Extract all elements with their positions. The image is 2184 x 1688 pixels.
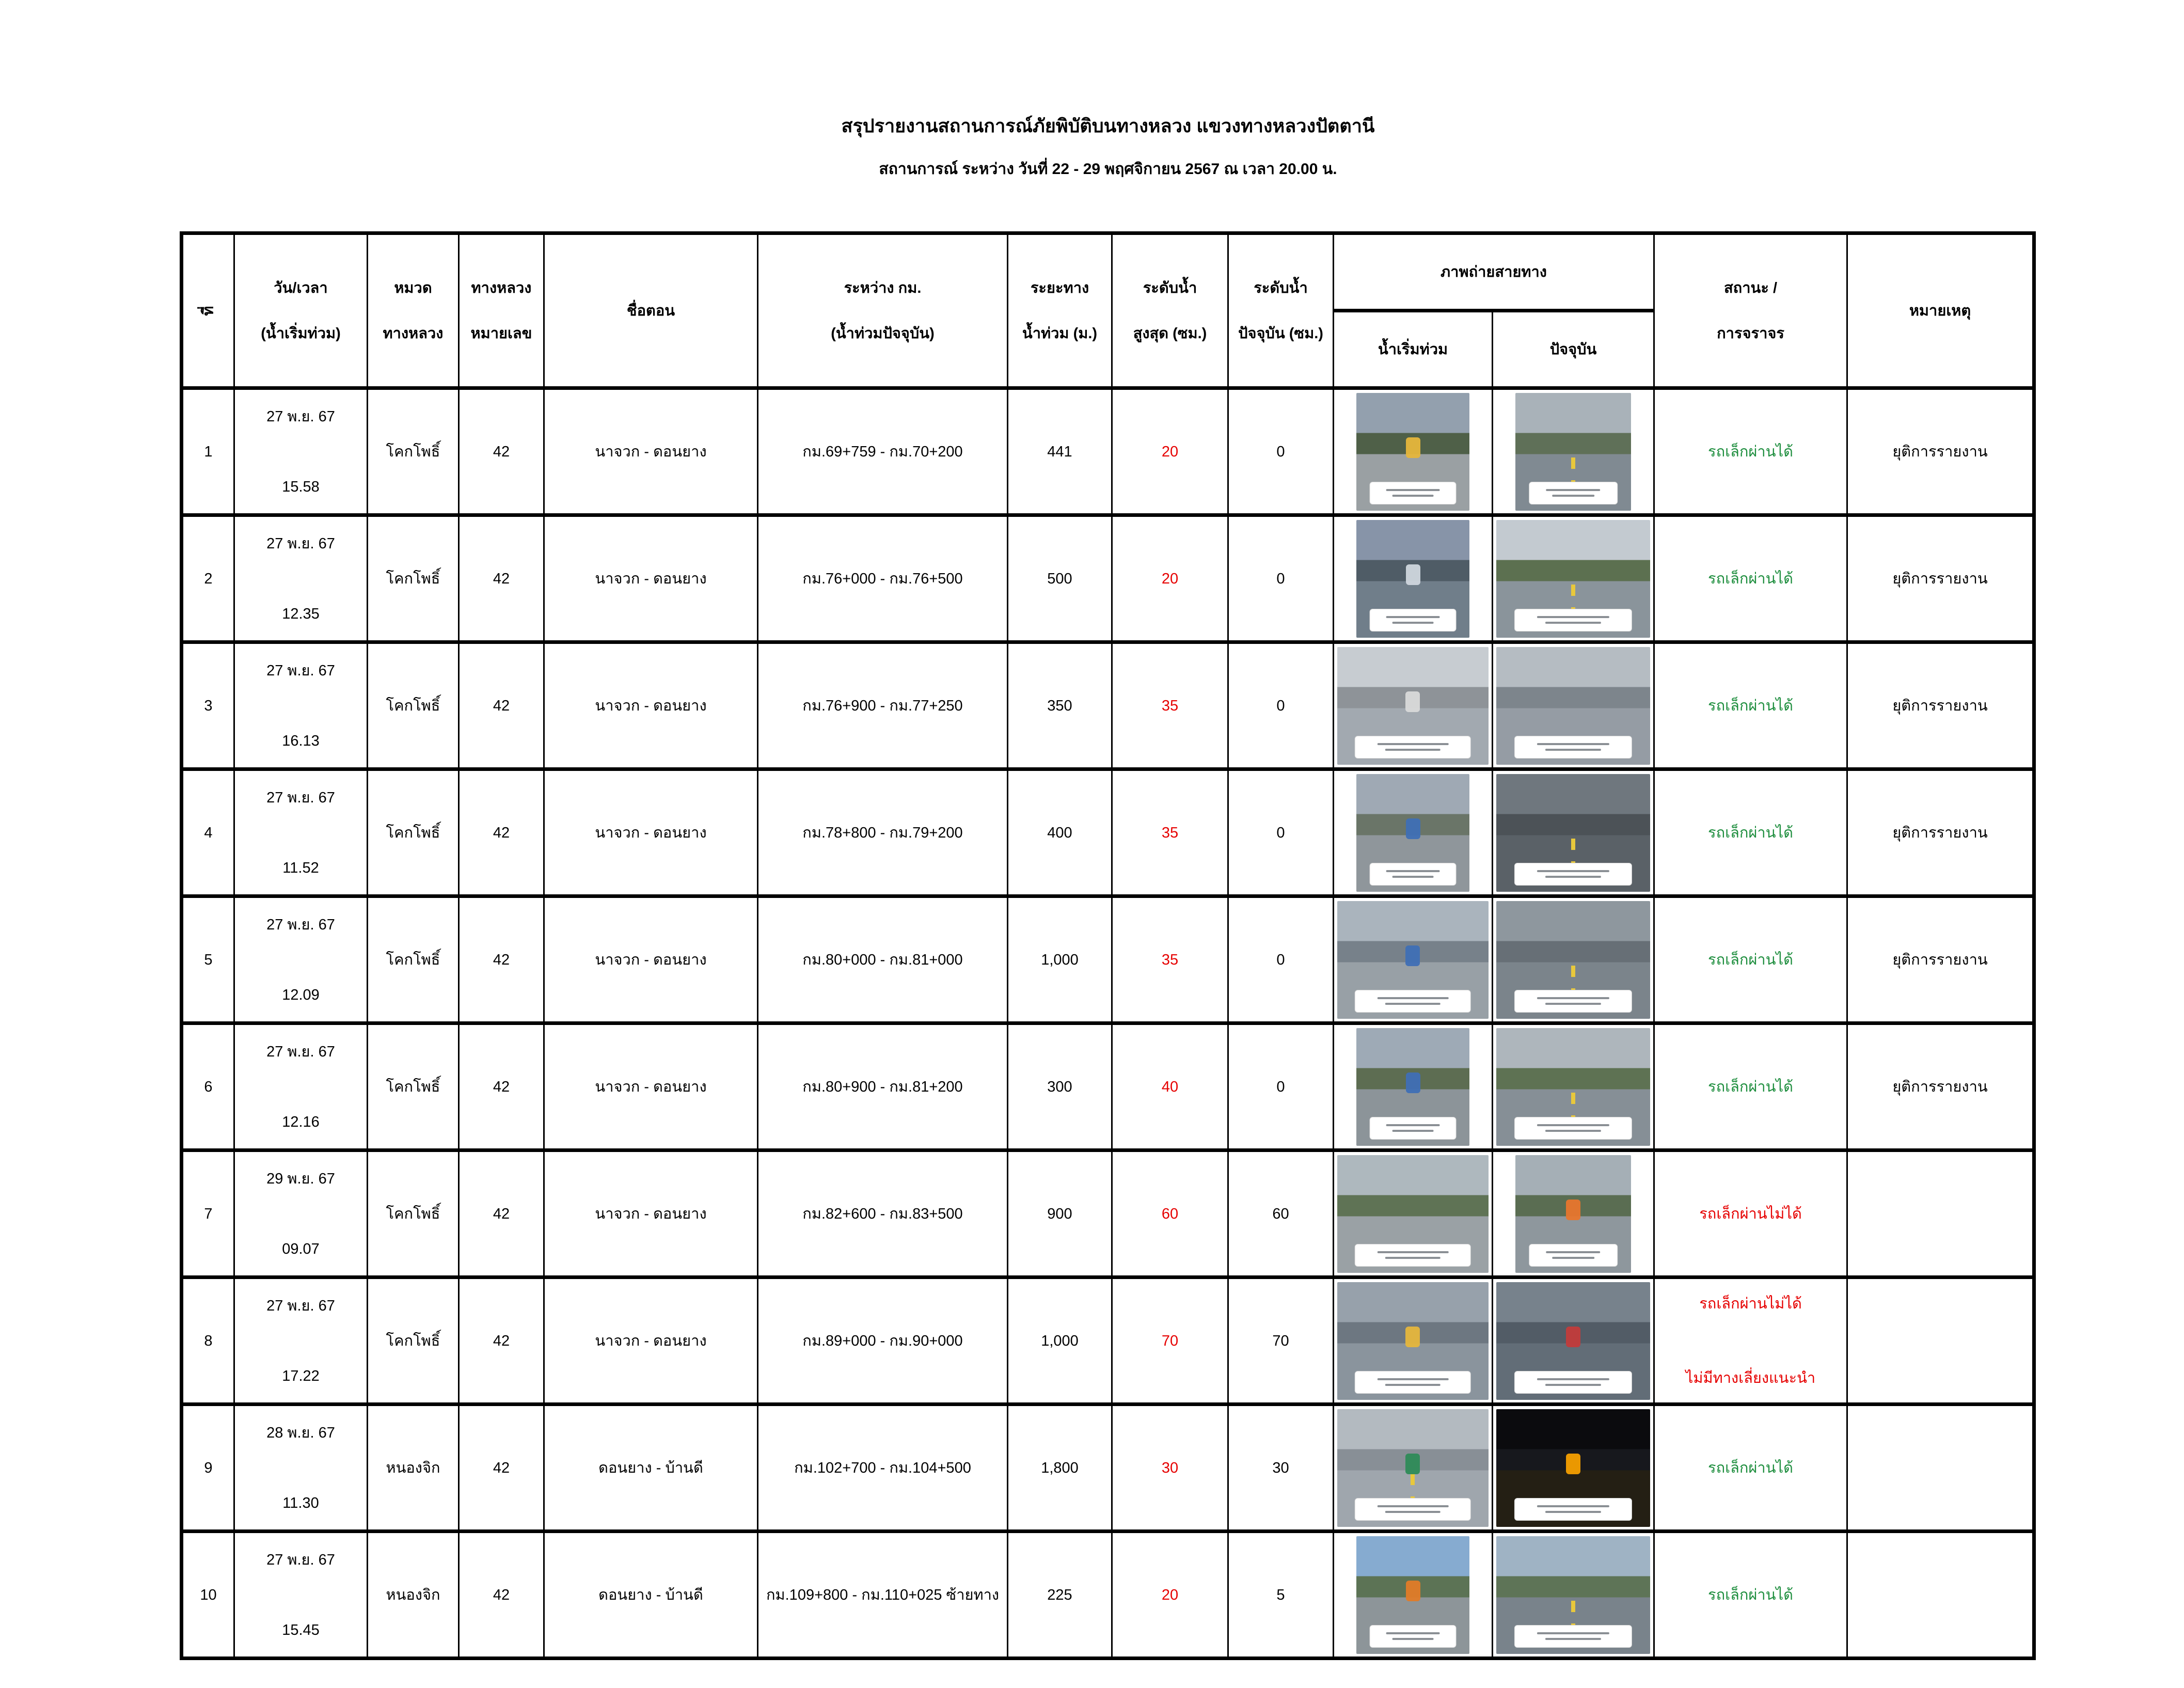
cell-row-number: 5 xyxy=(182,896,234,1023)
cell-current-water-level: 30 xyxy=(1228,1405,1334,1532)
table-row xyxy=(182,388,2034,515)
header-district: หมวด ทางหลวง xyxy=(368,233,459,388)
cell-photo-before xyxy=(1334,642,1493,769)
cell-row-number: 3 xyxy=(182,642,234,769)
cell-route-number: 42 xyxy=(459,769,544,896)
header-status-traffic: สถานะ / การจราจร xyxy=(1654,233,1847,388)
cell-route-number: 42 xyxy=(459,642,544,769)
header-datetime: วัน/เวลา (น้ำเริ่มท่วม) xyxy=(234,233,368,388)
after-road-photo xyxy=(1496,520,1650,638)
cell-flood-distance: 1,800 xyxy=(1008,1405,1112,1532)
header-photo-before: น้ำเริ่มท่วม xyxy=(1334,311,1493,388)
cell-row-number: 4 xyxy=(182,769,234,896)
cell-photo-after xyxy=(1493,1023,1654,1150)
flood-start-date: 27 พ.ย. 67 xyxy=(266,1043,335,1060)
cell-status-traffic xyxy=(1654,769,1847,896)
cell-route-number: 42 xyxy=(459,515,544,642)
cell-flood-distance: 900 xyxy=(1008,1150,1112,1277)
photo-caption-box xyxy=(1514,990,1632,1013)
cell-max-water-level: 35 xyxy=(1112,769,1228,896)
cell-route-number: 42 xyxy=(459,1150,544,1277)
cell-photo-after xyxy=(1493,388,1654,515)
cell-photo-after xyxy=(1493,1150,1654,1277)
cell-highway-district: โคกโพธิ์ xyxy=(368,515,459,642)
flood-start-time: 09.07 xyxy=(282,1240,320,1257)
before-road-photo xyxy=(1337,647,1489,765)
table-row xyxy=(182,1405,2034,1532)
cell-km-range: กม.78+800 - กม.79+200 xyxy=(758,769,1008,896)
cell-remark xyxy=(1847,1405,2034,1532)
cell-row-number: 6 xyxy=(182,1023,234,1150)
cell-photo-after xyxy=(1493,1532,1654,1659)
after-road-photo xyxy=(1515,393,1631,511)
photo-caption-box xyxy=(1355,1244,1471,1267)
cell-current-water-level: 60 xyxy=(1228,1150,1334,1277)
cell-max-water-level: 60 xyxy=(1112,1150,1228,1277)
header-photos-group: ภาพถ่ายสายทาง xyxy=(1334,233,1654,311)
before-road-photo xyxy=(1356,520,1470,638)
table-row xyxy=(182,896,2034,1023)
cell-section-name: นาจวก - ดอนยาง xyxy=(544,769,758,896)
table-row xyxy=(182,1150,2034,1277)
page-title: สรุปรายงานสถานการณ์ภัยพิบัติบนทางหลวง แขวงทางหลวงปัตตานี xyxy=(841,115,1375,136)
cell-km-range: กม.109+800 - กม.110+025 ซ้ายทาง xyxy=(758,1532,1008,1659)
table-row xyxy=(182,1277,2034,1405)
photo-subject-accent xyxy=(1406,437,1420,458)
photo-subject-accent xyxy=(1406,564,1420,585)
photo-caption-box xyxy=(1369,863,1457,886)
cell-remark xyxy=(1847,1532,2034,1659)
cell-status-traffic xyxy=(1654,1277,1847,1405)
flood-start-time: 12.16 xyxy=(282,1113,320,1130)
header-km-range: ระหว่าง กม. (น้ำท่วมปัจจุบัน) xyxy=(758,233,1008,388)
cell-route-number: 42 xyxy=(459,1405,544,1532)
cell-km-range: กม.82+600 - กม.83+500 xyxy=(758,1150,1008,1277)
cell-photo-after xyxy=(1493,1277,1654,1405)
cell-km-range: กม.69+759 - กม.70+200 xyxy=(758,388,1008,515)
cell-photo-after xyxy=(1493,769,1654,896)
cell-current-water-level: 0 xyxy=(1228,388,1334,515)
cell-datetime xyxy=(234,642,368,769)
traffic-status-text: รถเล็กผ่านได้ xyxy=(1708,1078,1793,1095)
photo-subject-accent xyxy=(1406,1072,1420,1093)
after-road-photo xyxy=(1515,1155,1631,1273)
header-remark: หมายเหตุ xyxy=(1847,233,2034,388)
cell-datetime xyxy=(234,1532,368,1659)
cell-flood-distance: 441 xyxy=(1008,388,1112,515)
cell-highway-district: โคกโพธิ์ xyxy=(368,1023,459,1150)
traffic-status-text: รถเล็กผ่านไม่ได้ xyxy=(1699,1205,1802,1222)
table-row xyxy=(182,642,2034,769)
cell-section-name: นาจวก - ดอนยาง xyxy=(544,642,758,769)
after-road-photo xyxy=(1496,647,1650,765)
traffic-status-text: รถเล็กผ่านได้ xyxy=(1708,697,1793,714)
table-body xyxy=(182,388,2034,1659)
photo-caption-box xyxy=(1355,1498,1471,1521)
cell-remark: ยุติการรายงาน xyxy=(1847,642,2034,769)
traffic-status-text: รถเล็กผ่านได้ xyxy=(1708,443,1793,460)
flood-start-time: 15.58 xyxy=(282,478,320,495)
photo-caption-box xyxy=(1369,1625,1457,1648)
cell-datetime xyxy=(234,1150,368,1277)
cell-max-water-level: 40 xyxy=(1112,1023,1228,1150)
cell-photo-before xyxy=(1334,1023,1493,1150)
header-section-name: ชื่อตอน xyxy=(544,233,758,388)
table-row xyxy=(182,769,2034,896)
photo-caption-box xyxy=(1355,990,1471,1013)
cell-flood-distance: 225 xyxy=(1008,1532,1112,1659)
photo-caption-box xyxy=(1369,609,1457,632)
cell-current-water-level: 0 xyxy=(1228,642,1334,769)
cell-photo-after xyxy=(1493,642,1654,769)
header-no: ที่ xyxy=(182,233,234,388)
traffic-status-text: รถเล็กผ่านได้ xyxy=(1708,824,1793,841)
before-road-photo xyxy=(1337,1409,1489,1527)
cell-max-water-level: 20 xyxy=(1112,515,1228,642)
cell-km-range: กม.76+900 - กม.77+250 xyxy=(758,642,1008,769)
cell-flood-distance: 1,000 xyxy=(1008,896,1112,1023)
flood-start-time: 12.09 xyxy=(282,986,320,1003)
cell-photo-before xyxy=(1334,1532,1493,1659)
flood-report-table xyxy=(180,231,2036,1660)
photo-caption-box xyxy=(1514,1625,1632,1648)
cell-highway-district: หนองจิก xyxy=(368,1405,459,1532)
cell-current-water-level: 0 xyxy=(1228,1023,1334,1150)
before-road-photo xyxy=(1356,393,1470,511)
table-row xyxy=(182,1532,2034,1659)
table-row xyxy=(182,1023,2034,1150)
cell-max-water-level: 20 xyxy=(1112,1532,1228,1659)
before-road-photo xyxy=(1337,1155,1489,1273)
flood-start-date: 27 พ.ย. 67 xyxy=(266,916,335,933)
cell-status-traffic xyxy=(1654,896,1847,1023)
before-road-photo xyxy=(1356,774,1470,892)
after-road-photo xyxy=(1496,774,1650,892)
cell-remark: ยุติการรายงาน xyxy=(1847,515,2034,642)
after-road-photo xyxy=(1496,1409,1650,1527)
page-subtitle: สถานการณ์ ระหว่าง วันที่ 22 - 29 พฤศจิกายน 2567 ณ เวลา 20.00 น. xyxy=(879,161,1337,178)
traffic-status-text: ไม่มีทางเลี่ยงแนะนำ xyxy=(1685,1369,1816,1386)
cell-remark: ยุติการรายงาน xyxy=(1847,1023,2034,1150)
photo-caption-box xyxy=(1514,1371,1632,1394)
cell-section-name: นาจวก - ดอนยาง xyxy=(544,896,758,1023)
cell-photo-after xyxy=(1493,515,1654,642)
cell-current-water-level: 0 xyxy=(1228,896,1334,1023)
flood-start-date: 27 พ.ย. 67 xyxy=(266,1297,335,1314)
cell-row-number: 2 xyxy=(182,515,234,642)
cell-route-number: 42 xyxy=(459,1532,544,1659)
cell-highway-district: โคกโพธิ์ xyxy=(368,1277,459,1405)
after-road-photo xyxy=(1496,1536,1650,1654)
photo-subject-accent xyxy=(1405,945,1420,966)
flood-start-date: 27 พ.ย. 67 xyxy=(266,1551,335,1568)
cell-row-number: 7 xyxy=(182,1150,234,1277)
cell-max-water-level: 20 xyxy=(1112,388,1228,515)
cell-highway-district: โคกโพธิ์ xyxy=(368,1150,459,1277)
cell-photo-before xyxy=(1334,1277,1493,1405)
cell-route-number: 42 xyxy=(459,1023,544,1150)
cell-remark: ยุติการรายงาน xyxy=(1847,388,2034,515)
flood-start-time: 16.13 xyxy=(282,732,320,749)
cell-photo-before xyxy=(1334,769,1493,896)
before-road-photo xyxy=(1356,1028,1470,1146)
cell-remark xyxy=(1847,1277,2034,1405)
cell-flood-distance: 300 xyxy=(1008,1023,1112,1150)
cell-route-number: 42 xyxy=(459,896,544,1023)
flood-start-date: 27 พ.ย. 67 xyxy=(266,535,335,552)
cell-row-number: 10 xyxy=(182,1532,234,1659)
cell-highway-district: หนองจิก xyxy=(368,1532,459,1659)
before-road-photo xyxy=(1356,1536,1470,1654)
before-road-photo xyxy=(1337,1282,1489,1400)
cell-current-water-level: 0 xyxy=(1228,515,1334,642)
photo-caption-box xyxy=(1514,1498,1632,1521)
cell-status-traffic xyxy=(1654,1150,1847,1277)
cell-km-range: กม.102+700 - กม.104+500 xyxy=(758,1405,1008,1532)
cell-status-traffic xyxy=(1654,1532,1847,1659)
cell-row-number: 8 xyxy=(182,1277,234,1405)
cell-route-number: 42 xyxy=(459,1277,544,1405)
header-current-water-level: ระดับน้ำ ปัจจุบัน (ซม.) xyxy=(1228,233,1334,388)
cell-status-traffic xyxy=(1654,642,1847,769)
cell-photo-after xyxy=(1493,1405,1654,1532)
cell-section-name: นาจวก - ดอนยาง xyxy=(544,1277,758,1405)
photo-caption-box xyxy=(1514,1117,1632,1140)
cell-datetime xyxy=(234,1405,368,1532)
table-row xyxy=(182,515,2034,642)
cell-section-name: ดอนยาง - บ้านดี xyxy=(544,1405,758,1532)
cell-max-water-level: 35 xyxy=(1112,896,1228,1023)
flood-start-date: 28 พ.ย. 67 xyxy=(266,1424,335,1441)
cell-flood-distance: 350 xyxy=(1008,642,1112,769)
cell-km-range: กม.89+000 - กม.90+000 xyxy=(758,1277,1008,1405)
table-header xyxy=(182,233,2034,388)
cell-photo-before xyxy=(1334,388,1493,515)
cell-max-water-level: 30 xyxy=(1112,1405,1228,1532)
photo-caption-box xyxy=(1369,482,1457,504)
photo-subject-accent xyxy=(1405,1454,1420,1474)
cell-km-range: กม.76+000 - กม.76+500 xyxy=(758,515,1008,642)
cell-datetime xyxy=(234,896,368,1023)
after-road-photo xyxy=(1496,1282,1650,1400)
after-road-photo xyxy=(1496,1028,1650,1146)
cell-section-name: นาจวก - ดอนยาง xyxy=(544,1150,758,1277)
cell-highway-district: โคกโพธิ์ xyxy=(368,769,459,896)
cell-km-range: กม.80+000 - กม.81+000 xyxy=(758,896,1008,1023)
flood-start-time: 12.35 xyxy=(282,605,320,622)
cell-photo-before xyxy=(1334,896,1493,1023)
cell-status-traffic xyxy=(1654,1023,1847,1150)
cell-datetime xyxy=(234,769,368,896)
flood-start-date: 29 พ.ย. 67 xyxy=(266,1170,335,1187)
photo-subject-accent xyxy=(1405,691,1420,712)
cell-section-name: ดอนยาง - บ้านดี xyxy=(544,1532,758,1659)
header-flood-distance: ระยะทาง น้ำท่วม (ม.) xyxy=(1008,233,1112,388)
cell-flood-distance: 500 xyxy=(1008,515,1112,642)
photo-caption-box xyxy=(1355,1371,1471,1394)
cell-photo-before xyxy=(1334,1150,1493,1277)
traffic-status-text: รถเล็กผ่านไม่ได้ xyxy=(1699,1295,1802,1312)
photo-subject-accent xyxy=(1406,1581,1420,1601)
traffic-status-text: รถเล็กผ่านได้ xyxy=(1708,570,1793,587)
flood-start-time: 11.52 xyxy=(282,859,319,876)
cell-section-name: นาจวก - ดอนยาง xyxy=(544,515,758,642)
cell-remark: ยุติการรายงาน xyxy=(1847,769,2034,896)
before-road-photo xyxy=(1337,901,1489,1019)
header-max-water-level: ระดับน้ำ สูงสุด (ซม.) xyxy=(1112,233,1228,388)
flood-start-date: 27 พ.ย. 67 xyxy=(266,408,335,425)
photo-subject-accent xyxy=(1405,1327,1420,1347)
cell-datetime xyxy=(234,515,368,642)
header-route-number: ทางหลวง หมายเลข xyxy=(459,233,544,388)
flood-start-time: 11.30 xyxy=(282,1494,319,1511)
cell-highway-district: โคกโพธิ์ xyxy=(368,388,459,515)
cell-km-range: กม.80+900 - กม.81+200 xyxy=(758,1023,1008,1150)
cell-flood-distance: 400 xyxy=(1008,769,1112,896)
header-photo-after: ปัจจุบัน xyxy=(1493,311,1654,388)
photo-caption-box xyxy=(1369,1117,1457,1140)
cell-max-water-level: 35 xyxy=(1112,642,1228,769)
cell-row-number: 9 xyxy=(182,1405,234,1532)
flood-start-time: 17.22 xyxy=(282,1367,320,1384)
after-road-photo xyxy=(1496,901,1650,1019)
photo-caption-box xyxy=(1355,736,1471,759)
cell-highway-district: โคกโพธิ์ xyxy=(368,642,459,769)
report-table-wrapper xyxy=(180,231,2036,1660)
photo-subject-accent xyxy=(1566,1200,1580,1220)
photo-caption-box xyxy=(1514,736,1632,759)
cell-remark: ยุติการรายงาน xyxy=(1847,896,2034,1023)
cell-datetime xyxy=(234,1277,368,1405)
photo-subject-accent xyxy=(1566,1454,1580,1474)
photo-subject-accent xyxy=(1566,1327,1580,1347)
photo-caption-box xyxy=(1529,482,1618,504)
traffic-status-text: รถเล็กผ่านได้ xyxy=(1708,951,1793,968)
traffic-status-text: รถเล็กผ่านได้ xyxy=(1708,1459,1793,1476)
cell-status-traffic xyxy=(1654,515,1847,642)
cell-datetime xyxy=(234,1023,368,1150)
cell-status-traffic xyxy=(1654,388,1847,515)
photo-caption-box xyxy=(1529,1244,1618,1267)
cell-photo-before xyxy=(1334,1405,1493,1532)
cell-section-name: นาจวก - ดอนยาง xyxy=(544,388,758,515)
photo-caption-box xyxy=(1514,863,1632,886)
cell-current-water-level: 5 xyxy=(1228,1532,1334,1659)
cell-remark xyxy=(1847,1150,2034,1277)
cell-datetime xyxy=(234,388,368,515)
cell-flood-distance: 1,000 xyxy=(1008,1277,1112,1405)
cell-section-name: นาจวก - ดอนยาง xyxy=(544,1023,758,1150)
flood-start-date: 27 พ.ย. 67 xyxy=(266,789,335,806)
cell-current-water-level: 70 xyxy=(1228,1277,1334,1405)
cell-route-number: 42 xyxy=(459,388,544,515)
photo-subject-accent xyxy=(1406,818,1420,839)
photo-caption-box xyxy=(1514,609,1632,632)
cell-photo-after xyxy=(1493,896,1654,1023)
cell-row-number: 1 xyxy=(182,388,234,515)
flood-start-time: 15.45 xyxy=(282,1621,320,1638)
cell-current-water-level: 0 xyxy=(1228,769,1334,896)
traffic-status-text: รถเล็กผ่านได้ xyxy=(1708,1586,1793,1603)
flood-start-date: 27 พ.ย. 67 xyxy=(266,662,335,679)
cell-status-traffic xyxy=(1654,1405,1847,1532)
cell-max-water-level: 70 xyxy=(1112,1277,1228,1405)
cell-photo-before xyxy=(1334,515,1493,642)
cell-highway-district: โคกโพธิ์ xyxy=(368,896,459,1023)
